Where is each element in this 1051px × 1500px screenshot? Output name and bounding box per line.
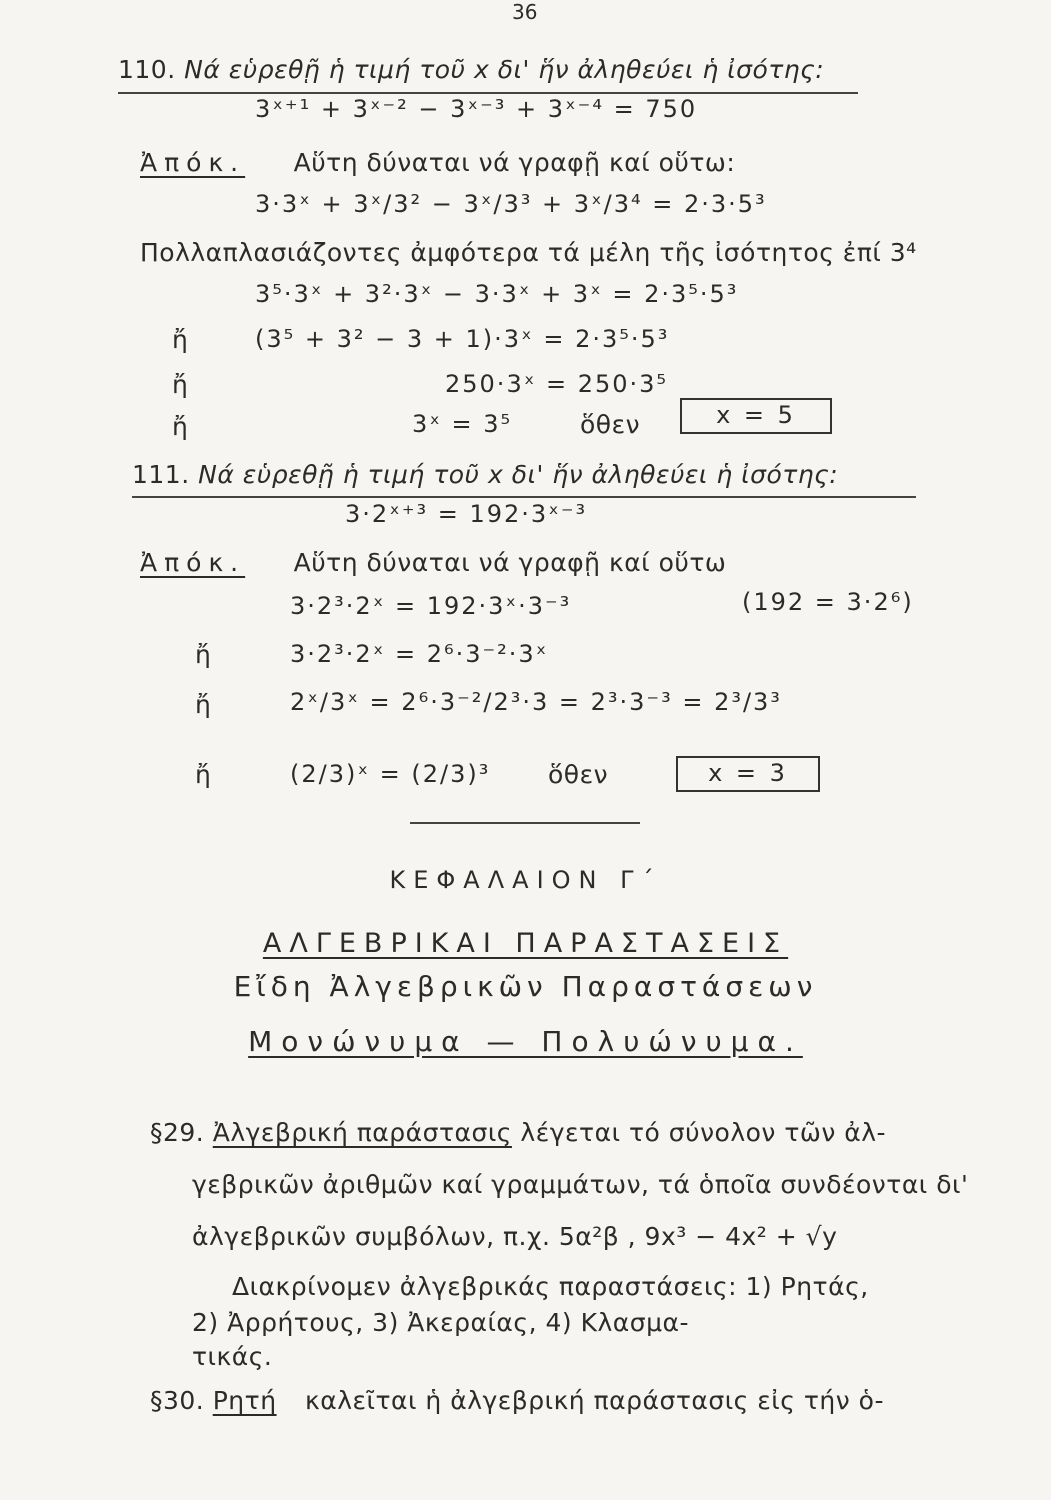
solution-111-note: (192 = 3·2⁶) xyxy=(742,588,914,616)
solution-111-line-1: 3·2³·2ˣ = 192·3ˣ·3⁻³ xyxy=(290,592,572,620)
solution-111-line-3: 2ˣ/3ˣ = 2⁶·3⁻²/2³·3 = 2³·3⁻³ = 2³/3³ xyxy=(290,688,782,716)
section-29-line-1 xyxy=(150,1118,886,1147)
section-divider xyxy=(410,822,640,824)
or-word: ἤ xyxy=(195,690,212,719)
problem-110-solution-line xyxy=(140,148,735,177)
solution-110-multiply-text: Πολλαπλασιάζοντες ἀμφότερα τά μέλη τῆς ἰσότητος ἐπί 3⁴ xyxy=(140,238,917,267)
section-heading-3: Μονώνυμα — Πολυώνυμα. xyxy=(248,1025,803,1058)
solution-110-label: Ἀπόκ. xyxy=(140,148,246,177)
section-30-line-1 xyxy=(150,1386,884,1415)
problem-110-underline xyxy=(118,92,858,94)
problem-111-equation: 3·2ˣ⁺³ = 192·3ˣ⁻³ xyxy=(345,500,588,528)
or-word: ἤ xyxy=(172,412,189,441)
solution-110-line-5: 3ˣ = 3⁵ xyxy=(412,410,513,438)
section-29-label: §29. xyxy=(150,1118,205,1147)
or-word: ἤ xyxy=(195,640,212,669)
section-29-term: Ἀλγεβρική παράστασις xyxy=(212,1118,512,1147)
section-29-text-1: λέγεται τό σύνολον τῶν ἀλ- xyxy=(520,1118,887,1147)
section-29-line-2: γεβρικῶν ἀριθμῶν καί γραμμάτων, τά ὁποῖα συνδέονται δι' xyxy=(192,1170,969,1199)
problem-111-text: Νά εὑρεθῇ ἡ τιμή τοῦ x δι' ἥν ἀληθεύει ἡ ἰσότης: xyxy=(198,460,839,489)
section-30-label: §30. xyxy=(150,1386,205,1415)
problem-110-text: Νά εὑρεθῇ ἡ τιμή τοῦ x δι' ἥν ἀληθεύει ἡ ἰσότης: xyxy=(184,55,825,84)
page-number: 36 xyxy=(512,0,538,24)
problem-111-solution-line xyxy=(140,548,726,577)
problem-111-statement xyxy=(132,460,838,489)
solution-111-intro: Αὕτη δύναται νά γραφῇ καί οὕτω xyxy=(293,548,727,577)
or-word: ἤ xyxy=(172,325,189,354)
problem-110-statement xyxy=(118,55,824,84)
section-29-line-3: ἀλγεβρικῶν συμβόλων, π.χ. 5α²β , 9x³ − 4x² + √y xyxy=(192,1222,838,1251)
chapter-heading: ΚΕΦΑΛΑΙΟΝ Γ΄ xyxy=(389,866,662,894)
section-30-term: Ρητή xyxy=(212,1386,277,1415)
hence-word: ὅθεν xyxy=(580,410,641,439)
section-29-line-6: τικάς. xyxy=(192,1342,273,1371)
solution-111-line-2: 3·2³·2ˣ = 2⁶·3⁻²·3ˣ xyxy=(290,640,549,668)
section-heading-1: ΑΛΓΕΒΡΙΚΑΙ ΠΑΡΑΣΤΑΣΕΙΣ xyxy=(262,928,789,959)
solution-111-label: Ἀπόκ. xyxy=(140,548,246,577)
section-heading-2: Εἴδη Ἀλγεβρικῶν Παραστάσεων xyxy=(233,970,818,1003)
or-word: ἤ xyxy=(195,760,212,789)
section-29-line-5: 2) Ἀρρήτους, 3) Ἀκεραίας, 4) Κλασμα- xyxy=(192,1308,690,1337)
problem-110-label: 110. xyxy=(118,55,176,84)
problem-111-label: 111. xyxy=(132,460,190,489)
solution-110-line-1: 3·3ˣ + 3ˣ/3² − 3ˣ/3³ + 3ˣ/3⁴ = 2·3·5³ xyxy=(255,190,767,218)
or-word: ἤ xyxy=(172,370,189,399)
problem-110-equation: 3ˣ⁺¹ + 3ˣ⁻² − 3ˣ⁻³ + 3ˣ⁻⁴ = 750 xyxy=(255,95,698,123)
solution-110-line-2: 3⁵·3ˣ + 3²·3ˣ − 3·3ˣ + 3ˣ = 2·3⁵·5³ xyxy=(255,280,739,308)
solution-111-line-4: (2/3)ˣ = (2/3)³ xyxy=(290,760,491,788)
section-30-text-1: καλεῖται ἡ ἀλγεβρική παράστασις εἰς τήν ὁ- xyxy=(305,1386,884,1415)
answer-111-box: x = 3 xyxy=(676,756,820,792)
answer-110-box: x = 5 xyxy=(680,398,832,434)
problem-111-underline xyxy=(132,496,916,498)
solution-110-intro: Αὕτη δύναται νά γραφῇ καί οὕτω: xyxy=(293,148,736,177)
section-29-line-4: Διακρίνομεν ἀλγεβρικάς παραστάσεις: 1) Ρητάς, xyxy=(232,1272,869,1301)
hence-word: ὅθεν xyxy=(548,760,609,789)
solution-110-line-3: (3⁵ + 3² − 3 + 1)·3ˣ = 2·3⁵·5³ xyxy=(255,325,670,353)
solution-110-line-4: 250·3ˣ = 250·3⁵ xyxy=(445,370,669,398)
